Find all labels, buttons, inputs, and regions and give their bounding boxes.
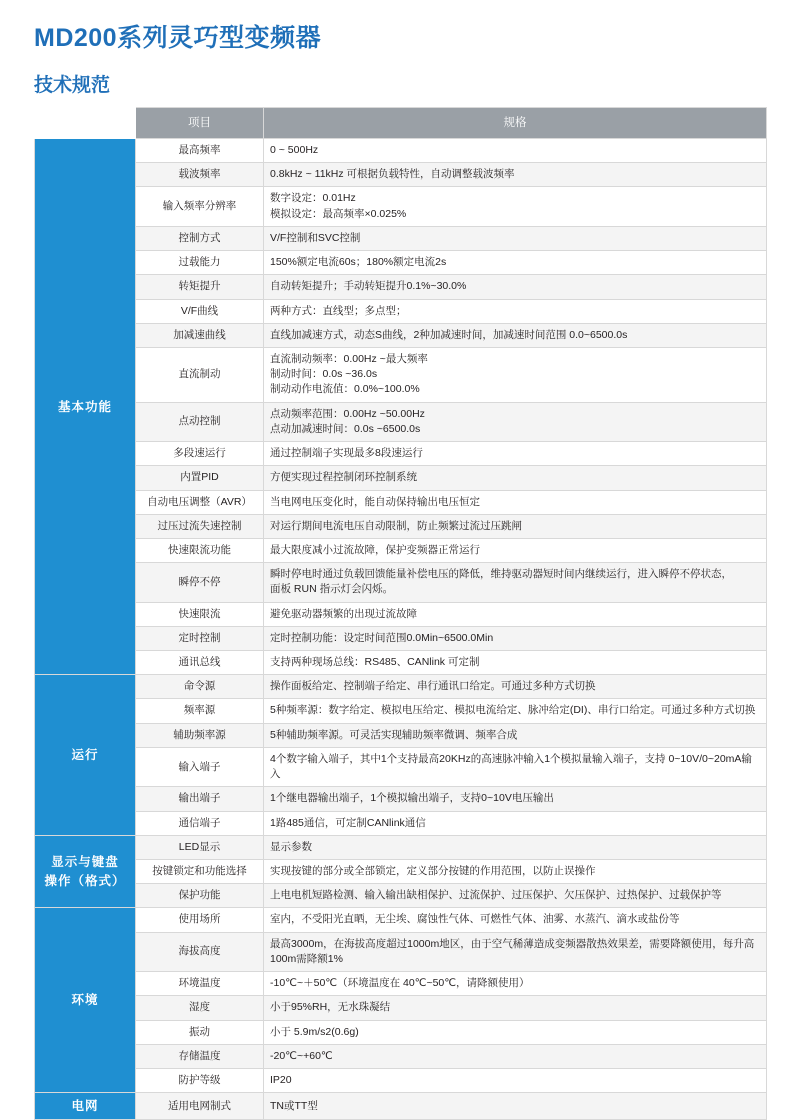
specification-table <box>34 107 767 1120</box>
table-row <box>35 860 767 884</box>
row-spec-value: 150%额定电流60s；180%额定电流2s <box>264 251 767 275</box>
row-item-label: 瞬停不停 <box>136 563 264 602</box>
row-spec-value: 显示参数 <box>264 835 767 859</box>
row-spec-value: 直流制动频率：0.00Hz ~最大频率 制动时间：0.0s ~36.0s 制动动作电流值：0.0%~100.0% <box>264 347 767 402</box>
table-row <box>35 563 767 602</box>
group-label: 环境 <box>35 908 136 1093</box>
table-row <box>35 972 767 996</box>
row-spec-value: 方便实现过程控制闭环控制系统 <box>264 466 767 490</box>
row-item-label: 振动 <box>136 1020 264 1044</box>
table-row <box>35 1068 767 1092</box>
row-item-label: LED显示 <box>136 835 264 859</box>
row-spec-value: 点动频率范围：0.00Hz ~50.00Hz 点动加减速时间：0.0s ~6500.0s <box>264 402 767 441</box>
row-spec-value: 小于 5.9m/s2(0.6g) <box>264 1020 767 1044</box>
row-spec-value: 5种辅助频率源。可灵活实现辅助频率微调、频率合成 <box>264 723 767 747</box>
table-row <box>35 226 767 250</box>
row-spec-value: 通过控制端子实现最多8段速运行 <box>264 442 767 466</box>
group-label: 电网 <box>35 1093 136 1120</box>
row-spec-value: 4个数字输入端子，其中1个支持最高20KHz的高速脉冲输入1个模拟量输入端子，支持 0~10V/0~20mA输入 <box>264 747 767 786</box>
row-item-label: 辅助频率源 <box>136 723 264 747</box>
row-spec-value: 0.8kHz ~ 11kHz 可根据负载特性，自动调整载波频率 <box>264 163 767 187</box>
table-row <box>35 251 767 275</box>
row-item-label: 海拔高度 <box>136 932 264 971</box>
row-spec-value: IP20 <box>264 1068 767 1092</box>
row-spec-value: TN或TT型 <box>264 1093 767 1120</box>
row-spec-value: 实现按键的部分或全部锁定，定义部分按键的作用范围，以防止误操作 <box>264 860 767 884</box>
row-spec-value: -10℃~＋50℃（环境温度在 40℃~50℃，请降额使用） <box>264 972 767 996</box>
row-spec-value: 操作面板给定、控制端子给定、串行通讯口给定。可通过多种方式切换 <box>264 675 767 699</box>
table-row <box>35 442 767 466</box>
row-spec-value: 自动转矩提升；手动转矩提升0.1%~30.0% <box>264 275 767 299</box>
row-item-label: 最高频率 <box>136 139 264 163</box>
row-item-label: 快速限流功能 <box>136 538 264 562</box>
row-spec-value: -20℃~+60℃ <box>264 1044 767 1068</box>
table-row <box>35 675 767 699</box>
table-row <box>35 1044 767 1068</box>
row-spec-value: 对运行期间电流电压自动限制，防止频繁过流过压跳闸 <box>264 514 767 538</box>
table-row <box>35 811 767 835</box>
header-item: 项目 <box>136 108 264 139</box>
row-item-label: 适用电网制式 <box>136 1093 264 1120</box>
table-row <box>35 747 767 786</box>
group-label: 基本功能 <box>35 139 136 675</box>
table-row <box>35 699 767 723</box>
row-spec-value: 两种方式：直线型；多点型； <box>264 299 767 323</box>
table-row <box>35 402 767 441</box>
row-item-label: 内置PID <box>136 466 264 490</box>
row-spec-value: 定时控制功能：设定时间范围0.0Min~6500.0Min <box>264 626 767 650</box>
row-item-label: 转矩提升 <box>136 275 264 299</box>
row-spec-value: 5种频率源：数字给定、模拟电压给定、模拟电流给定、脉冲给定(DI)、串行口给定。可通过多种方式切换 <box>264 699 767 723</box>
row-item-label: 命令源 <box>136 675 264 699</box>
row-item-label: 载波频率 <box>136 163 264 187</box>
table-row <box>35 139 767 163</box>
row-item-label: V/F曲线 <box>136 299 264 323</box>
table-row <box>35 299 767 323</box>
row-item-label: 过载能力 <box>136 251 264 275</box>
table-row <box>35 626 767 650</box>
table-row <box>35 466 767 490</box>
row-item-label: 定时控制 <box>136 626 264 650</box>
table-row <box>35 490 767 514</box>
table-row <box>35 538 767 562</box>
row-item-label: 存储温度 <box>136 1044 264 1068</box>
table-row <box>35 835 767 859</box>
table-row <box>35 651 767 675</box>
row-spec-value: 直线加减速方式，动态S曲线，2种加减速时间，加减速时间范围 0.0~6500.0s <box>264 323 767 347</box>
table-row <box>35 908 767 932</box>
section-title: 技术规范 <box>34 75 111 96</box>
row-spec-value: 避免驱动器频繁的出现过流故障 <box>264 602 767 626</box>
row-item-label: 使用场所 <box>136 908 264 932</box>
row-item-label: 输入端子 <box>136 747 264 786</box>
row-item-label: 控制方式 <box>136 226 264 250</box>
row-spec-value: 瞬时停电时通过负载回馈能量补偿电压的降低，维持驱动器短时间内继续运行，进入瞬停不停状态， 面板 RUN 指示灯会闪烁。 <box>264 563 767 602</box>
row-item-label: 频率源 <box>136 699 264 723</box>
row-item-label: 点动控制 <box>136 402 264 441</box>
row-item-label: 防护等级 <box>136 1068 264 1092</box>
row-spec-value: 0 ~ 500Hz <box>264 139 767 163</box>
row-item-label: 直流制动 <box>136 347 264 402</box>
row-item-label: 保护功能 <box>136 884 264 908</box>
row-item-label: 自动电压调整（AVR） <box>136 490 264 514</box>
table-row <box>35 1020 767 1044</box>
table-row <box>35 347 767 402</box>
row-spec-value: 最大限度减小过流故障，保护变频器正常运行 <box>264 538 767 562</box>
row-item-label: 快速限流 <box>136 602 264 626</box>
row-spec-value: 当电网电压变化时，能自动保持输出电压恒定 <box>264 490 767 514</box>
table-row <box>35 932 767 971</box>
row-spec-value: 最高3000m，在海拔高度超过1000m地区，由于空气稀薄造成变频器散热效果差，需要降额使用，每升高 100m需降额1% <box>264 932 767 971</box>
page-title: MD200系列灵巧型变频器 <box>34 24 322 52</box>
row-item-label: 湿度 <box>136 996 264 1020</box>
row-item-label: 通信端子 <box>136 811 264 835</box>
table-body <box>35 139 767 1120</box>
table-row <box>35 884 767 908</box>
row-spec-value: 室内，不受阳光直晒，无尘埃、腐蚀性气体、可燃性气体、油雾、水蒸汽、滴水或盐份等 <box>264 908 767 932</box>
table-row <box>35 187 767 226</box>
row-item-label: 环境温度 <box>136 972 264 996</box>
row-spec-value: 小于95%RH，无水珠凝结 <box>264 996 767 1020</box>
table-row <box>35 723 767 747</box>
row-spec-value: 数字设定：0.01Hz 模拟设定：最高频率×0.025% <box>264 187 767 226</box>
row-spec-value: 上电电机短路检测、输入输出缺相保护、过流保护、过压保护、欠压保护、过热保护、过载保护等 <box>264 884 767 908</box>
row-item-label: 加减速曲线 <box>136 323 264 347</box>
spec-page <box>0 18 800 1114</box>
table-header-row <box>35 108 767 139</box>
table-row <box>35 163 767 187</box>
table-row <box>35 1093 767 1120</box>
row-spec-value: 1个继电器输出端子，1个模拟输出端子，支持0~10V电压输出 <box>264 787 767 811</box>
row-spec-value: V/F控制和SVC控制 <box>264 226 767 250</box>
table-row <box>35 323 767 347</box>
row-item-label: 多段速运行 <box>136 442 264 466</box>
header-spec: 规格 <box>264 108 767 139</box>
group-label: 显示与键盘 操作（格式） <box>35 835 136 908</box>
row-item-label: 通讯总线 <box>136 651 264 675</box>
table-row <box>35 275 767 299</box>
table-row <box>35 996 767 1020</box>
table-row <box>35 787 767 811</box>
group-label: 运行 <box>35 675 136 836</box>
row-item-label: 按键锁定和功能选择 <box>136 860 264 884</box>
row-item-label: 输出端子 <box>136 787 264 811</box>
row-spec-value: 支持两种现场总线：RS485、CANlink 可定制 <box>264 651 767 675</box>
table-row <box>35 602 767 626</box>
row-item-label: 过压过流失速控制 <box>136 514 264 538</box>
table-row <box>35 514 767 538</box>
row-spec-value: 1路485通信，可定制CANlink通信 <box>264 811 767 835</box>
row-item-label: 输入频率分辨率 <box>136 187 264 226</box>
header-blank <box>35 108 136 139</box>
table-head <box>35 108 767 139</box>
